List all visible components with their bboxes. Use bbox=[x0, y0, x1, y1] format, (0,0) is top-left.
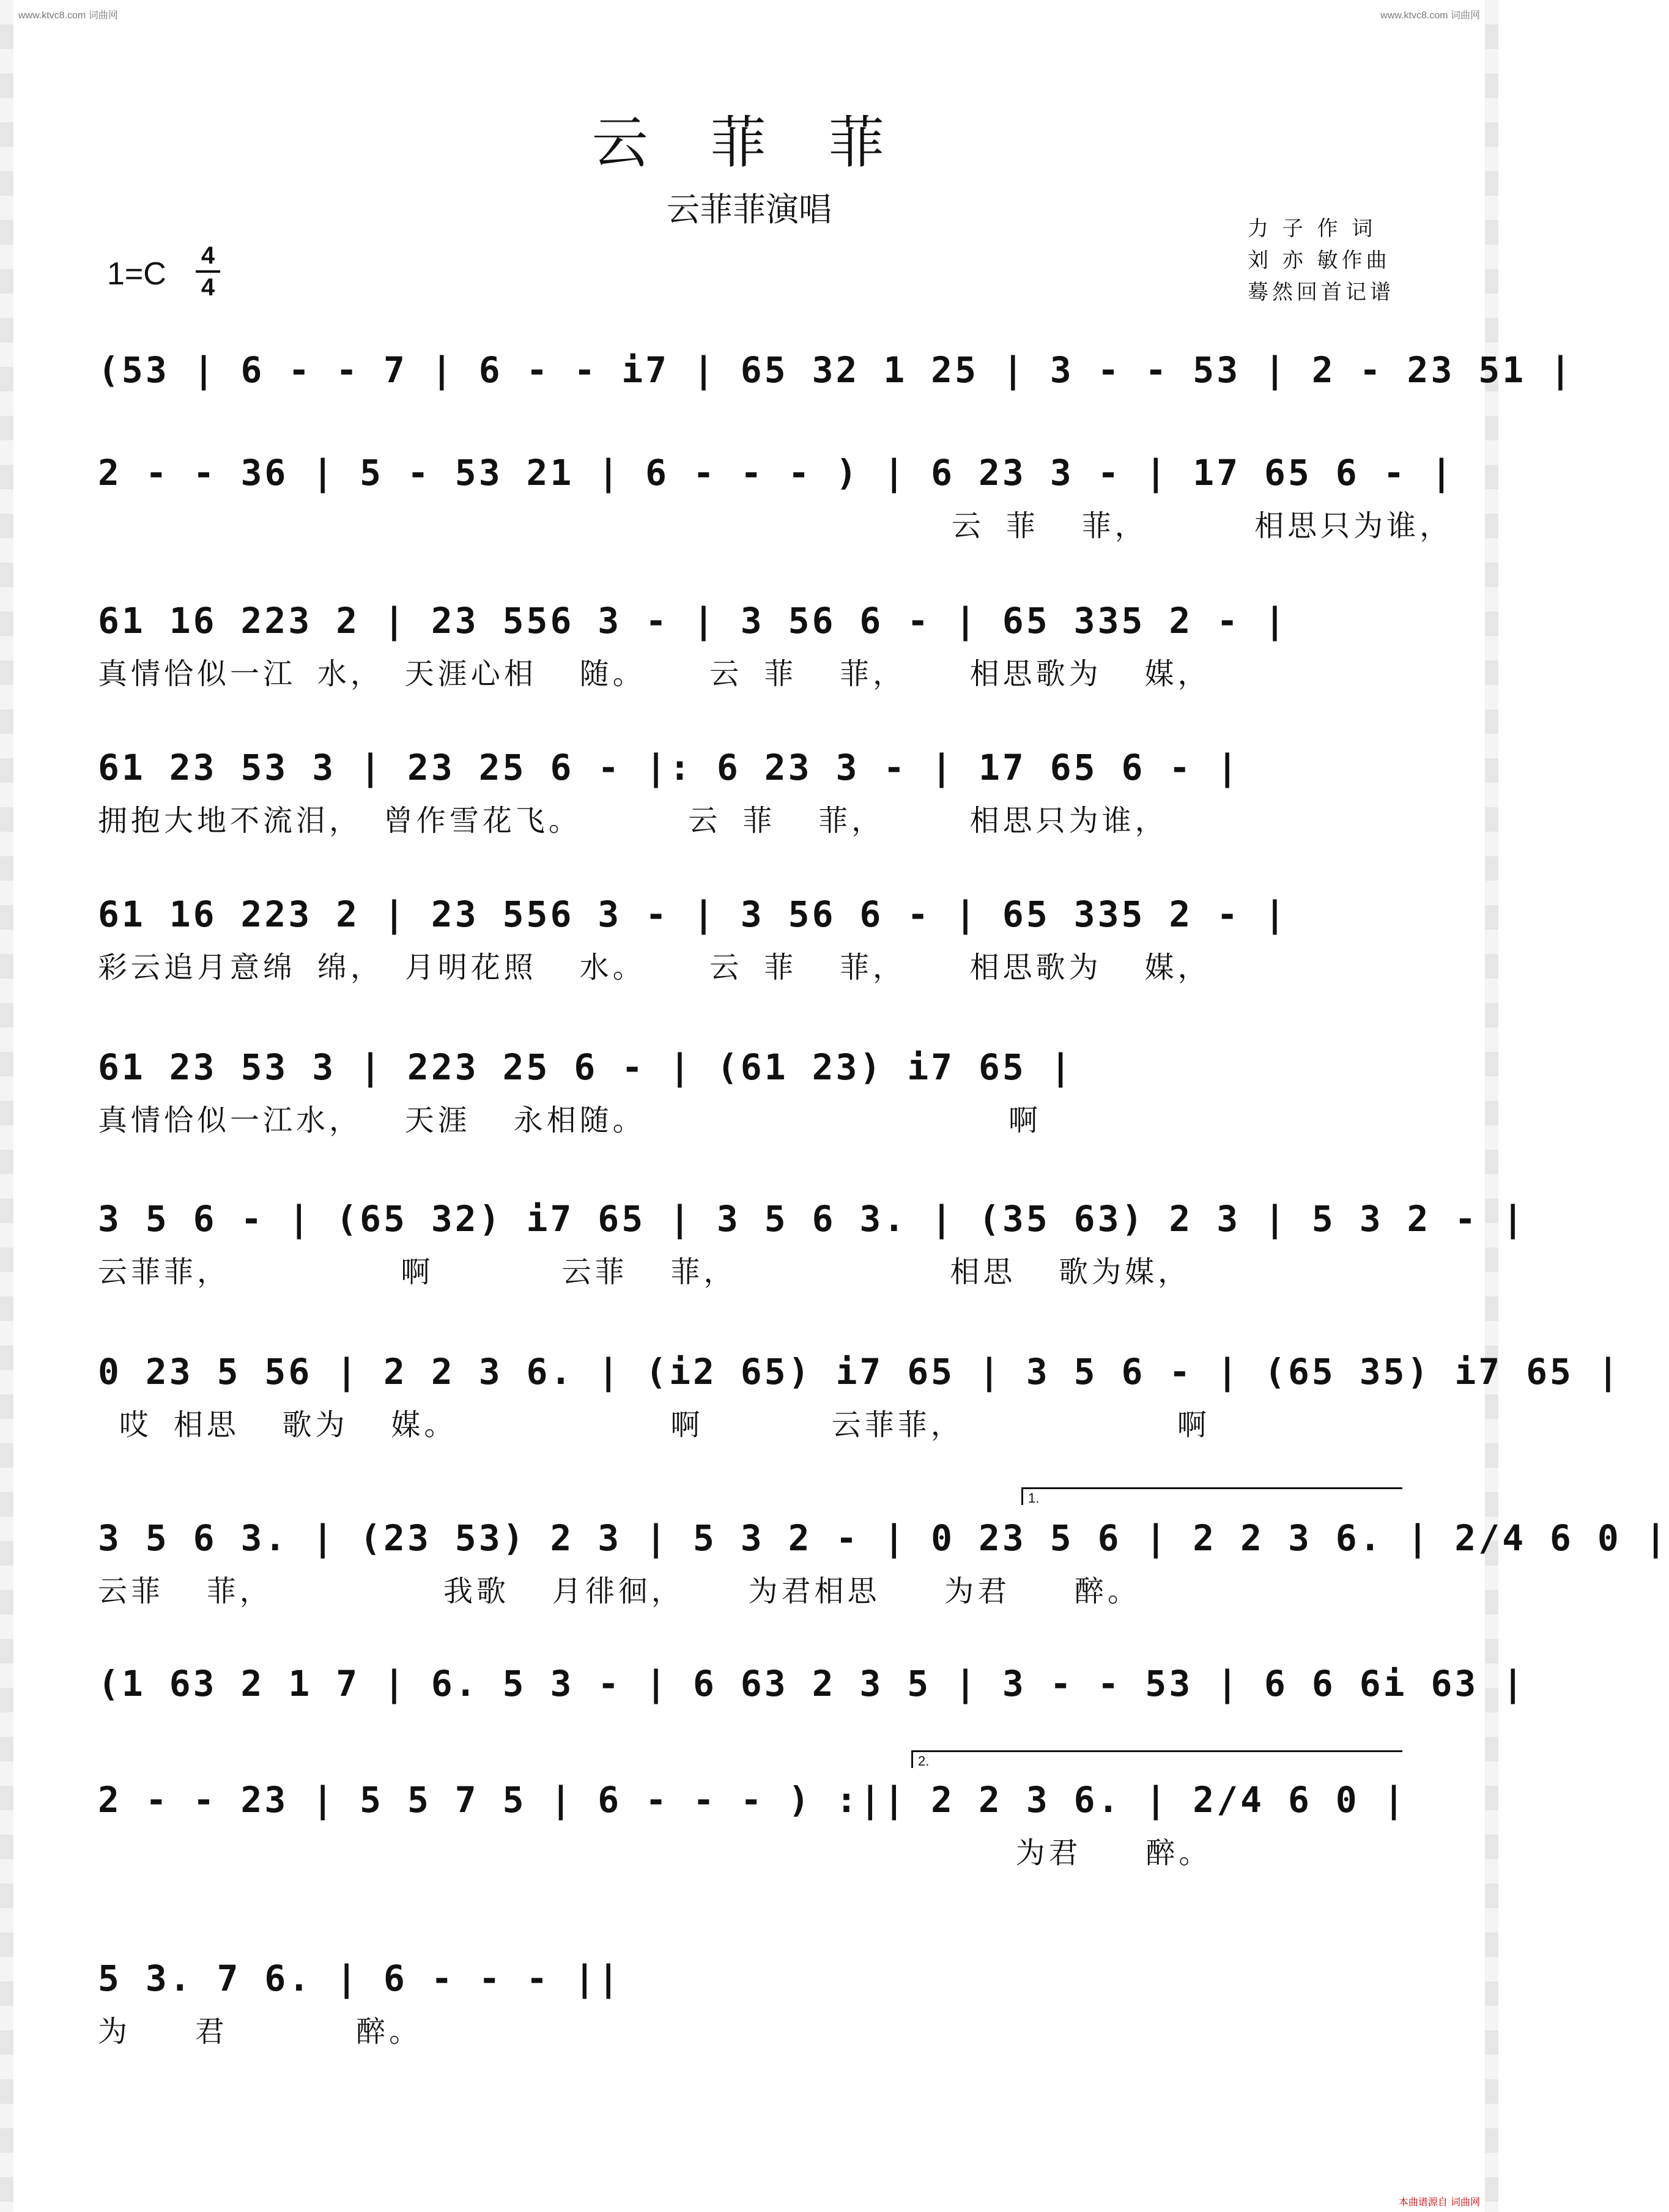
notation-row: 3 5 6 3. | (23 53) 2 3 | 5 3 2 - | 0 23 5 6 | 2 2 3 6. | 2/4 6 0 | bbox=[98, 1517, 1669, 1559]
lyric-row: 拥抱大地不流泪， 曾作雪花飞。 云 菲 菲， 相思只为谁， bbox=[98, 804, 1168, 838]
lyric-row: 哎 相思 歌为 媒。 啊 云菲菲， 啊 bbox=[98, 1408, 1210, 1442]
notation-row: 61 23 53 3 | 223 25 6 - | (61 23) i7 65 | bbox=[98, 1046, 1074, 1088]
notation-row: 61 16 223 2 | 23 556 3 - | 3 56 6 - | 65 335 2 - | bbox=[98, 893, 1288, 935]
lyricist-credit: 力 子 作 词 bbox=[1248, 216, 1377, 241]
footer-source-note: 本曲谱源自 词曲网 bbox=[1398, 2196, 1480, 2208]
top-right-watermark: www.ktvc8.com 词曲网 bbox=[1380, 10, 1480, 21]
notation-row: (53 | 6 - - 7 | 6 - - i7 | 65 32 1 25 | 3 - - 53 | 2 - 23 51 | bbox=[98, 349, 1574, 391]
first-ending-bracket bbox=[1021, 1487, 1402, 1505]
lyric-row: 云菲菲， 啊 云菲 菲， 相思 歌为媒， bbox=[98, 1255, 1191, 1289]
lyric-row: 为君 醉。 bbox=[98, 1836, 1212, 1870]
song-title: 云 菲 菲 bbox=[591, 110, 907, 176]
second-ending-bracket bbox=[911, 1750, 1402, 1768]
left-border-strip bbox=[0, 0, 13, 2212]
notation-row: 2 - - 36 | 5 - 53 21 | 6 - - - ) | 6 23 3 - | 17 65 6 - | bbox=[98, 452, 1455, 494]
lyric-row: 为 君 醉。 bbox=[98, 2014, 423, 2049]
notation-row: 0 23 5 56 | 2 2 3 6. | (i2 65) i7 65 | 3 5 6 - | (65 35) i7 65 | bbox=[98, 1351, 1621, 1393]
time-signature bbox=[196, 243, 220, 300]
second-ending-label: 2. bbox=[918, 1753, 930, 1769]
lyric-row: 云 菲 菲， 相思只为谁， bbox=[98, 509, 1453, 543]
right-border-strip bbox=[1485, 0, 1498, 2212]
notation-row: 3 5 6 - | (65 32) i7 65 | 3 5 6 3. | (35 63) 2 3 | 5 3 2 - | bbox=[98, 1198, 1527, 1240]
notation-row: 61 23 53 3 | 23 25 6 - |: 6 23 3 - | 17 65 6 - | bbox=[98, 747, 1241, 788]
transcriber-credit: 蓦然回首记谱 bbox=[1248, 280, 1394, 305]
composer-credit: 刘 亦 敏作曲 bbox=[1248, 248, 1391, 273]
notation-row: 5 3. 7 6. | 6 - - - || bbox=[98, 1958, 622, 1999]
time-signature-bottom: 4 bbox=[201, 274, 215, 301]
time-signature-bar bbox=[196, 270, 220, 273]
lyric-row: 真情恰似一江 水， 天涯心相 随。 云 菲 菲， 相思歌为 媒， bbox=[98, 657, 1211, 691]
key-signature: 1=C bbox=[107, 256, 166, 292]
singer-line: 云菲菲演唱 bbox=[667, 190, 832, 229]
notation-row: 61 16 223 2 | 23 556 3 - | 3 56 6 - | 65 335 2 - | bbox=[98, 600, 1288, 642]
lyric-row: 云菲 菲， 我歌 月徘徊， 为君相思 为君 醉。 bbox=[98, 1574, 1141, 1608]
top-left-watermark: www.ktvc8.com 词曲网 bbox=[18, 10, 118, 21]
lyric-row: 彩云追月意绵 绵， 月明花照 水。 云 菲 菲， 相思歌为 媒， bbox=[98, 950, 1211, 985]
credits-block bbox=[1248, 213, 1394, 308]
lyric-row: 真情恰似一江水， 天涯 永相随。 啊 bbox=[98, 1103, 1042, 1137]
time-signature-top: 4 bbox=[201, 242, 215, 269]
first-ending-label: 1. bbox=[1028, 1490, 1040, 1506]
notation-row: (1 63 2 1 7 | 6. 5 3 - | 6 63 2 3 5 | 3 - - 53 | 6 6 6i 63 | bbox=[98, 1663, 1527, 1704]
notation-row: 2 - - 23 | 5 5 7 5 | 6 - - - ) :|| 2 2 3 6. | 2/4 6 0 | bbox=[98, 1779, 1407, 1821]
